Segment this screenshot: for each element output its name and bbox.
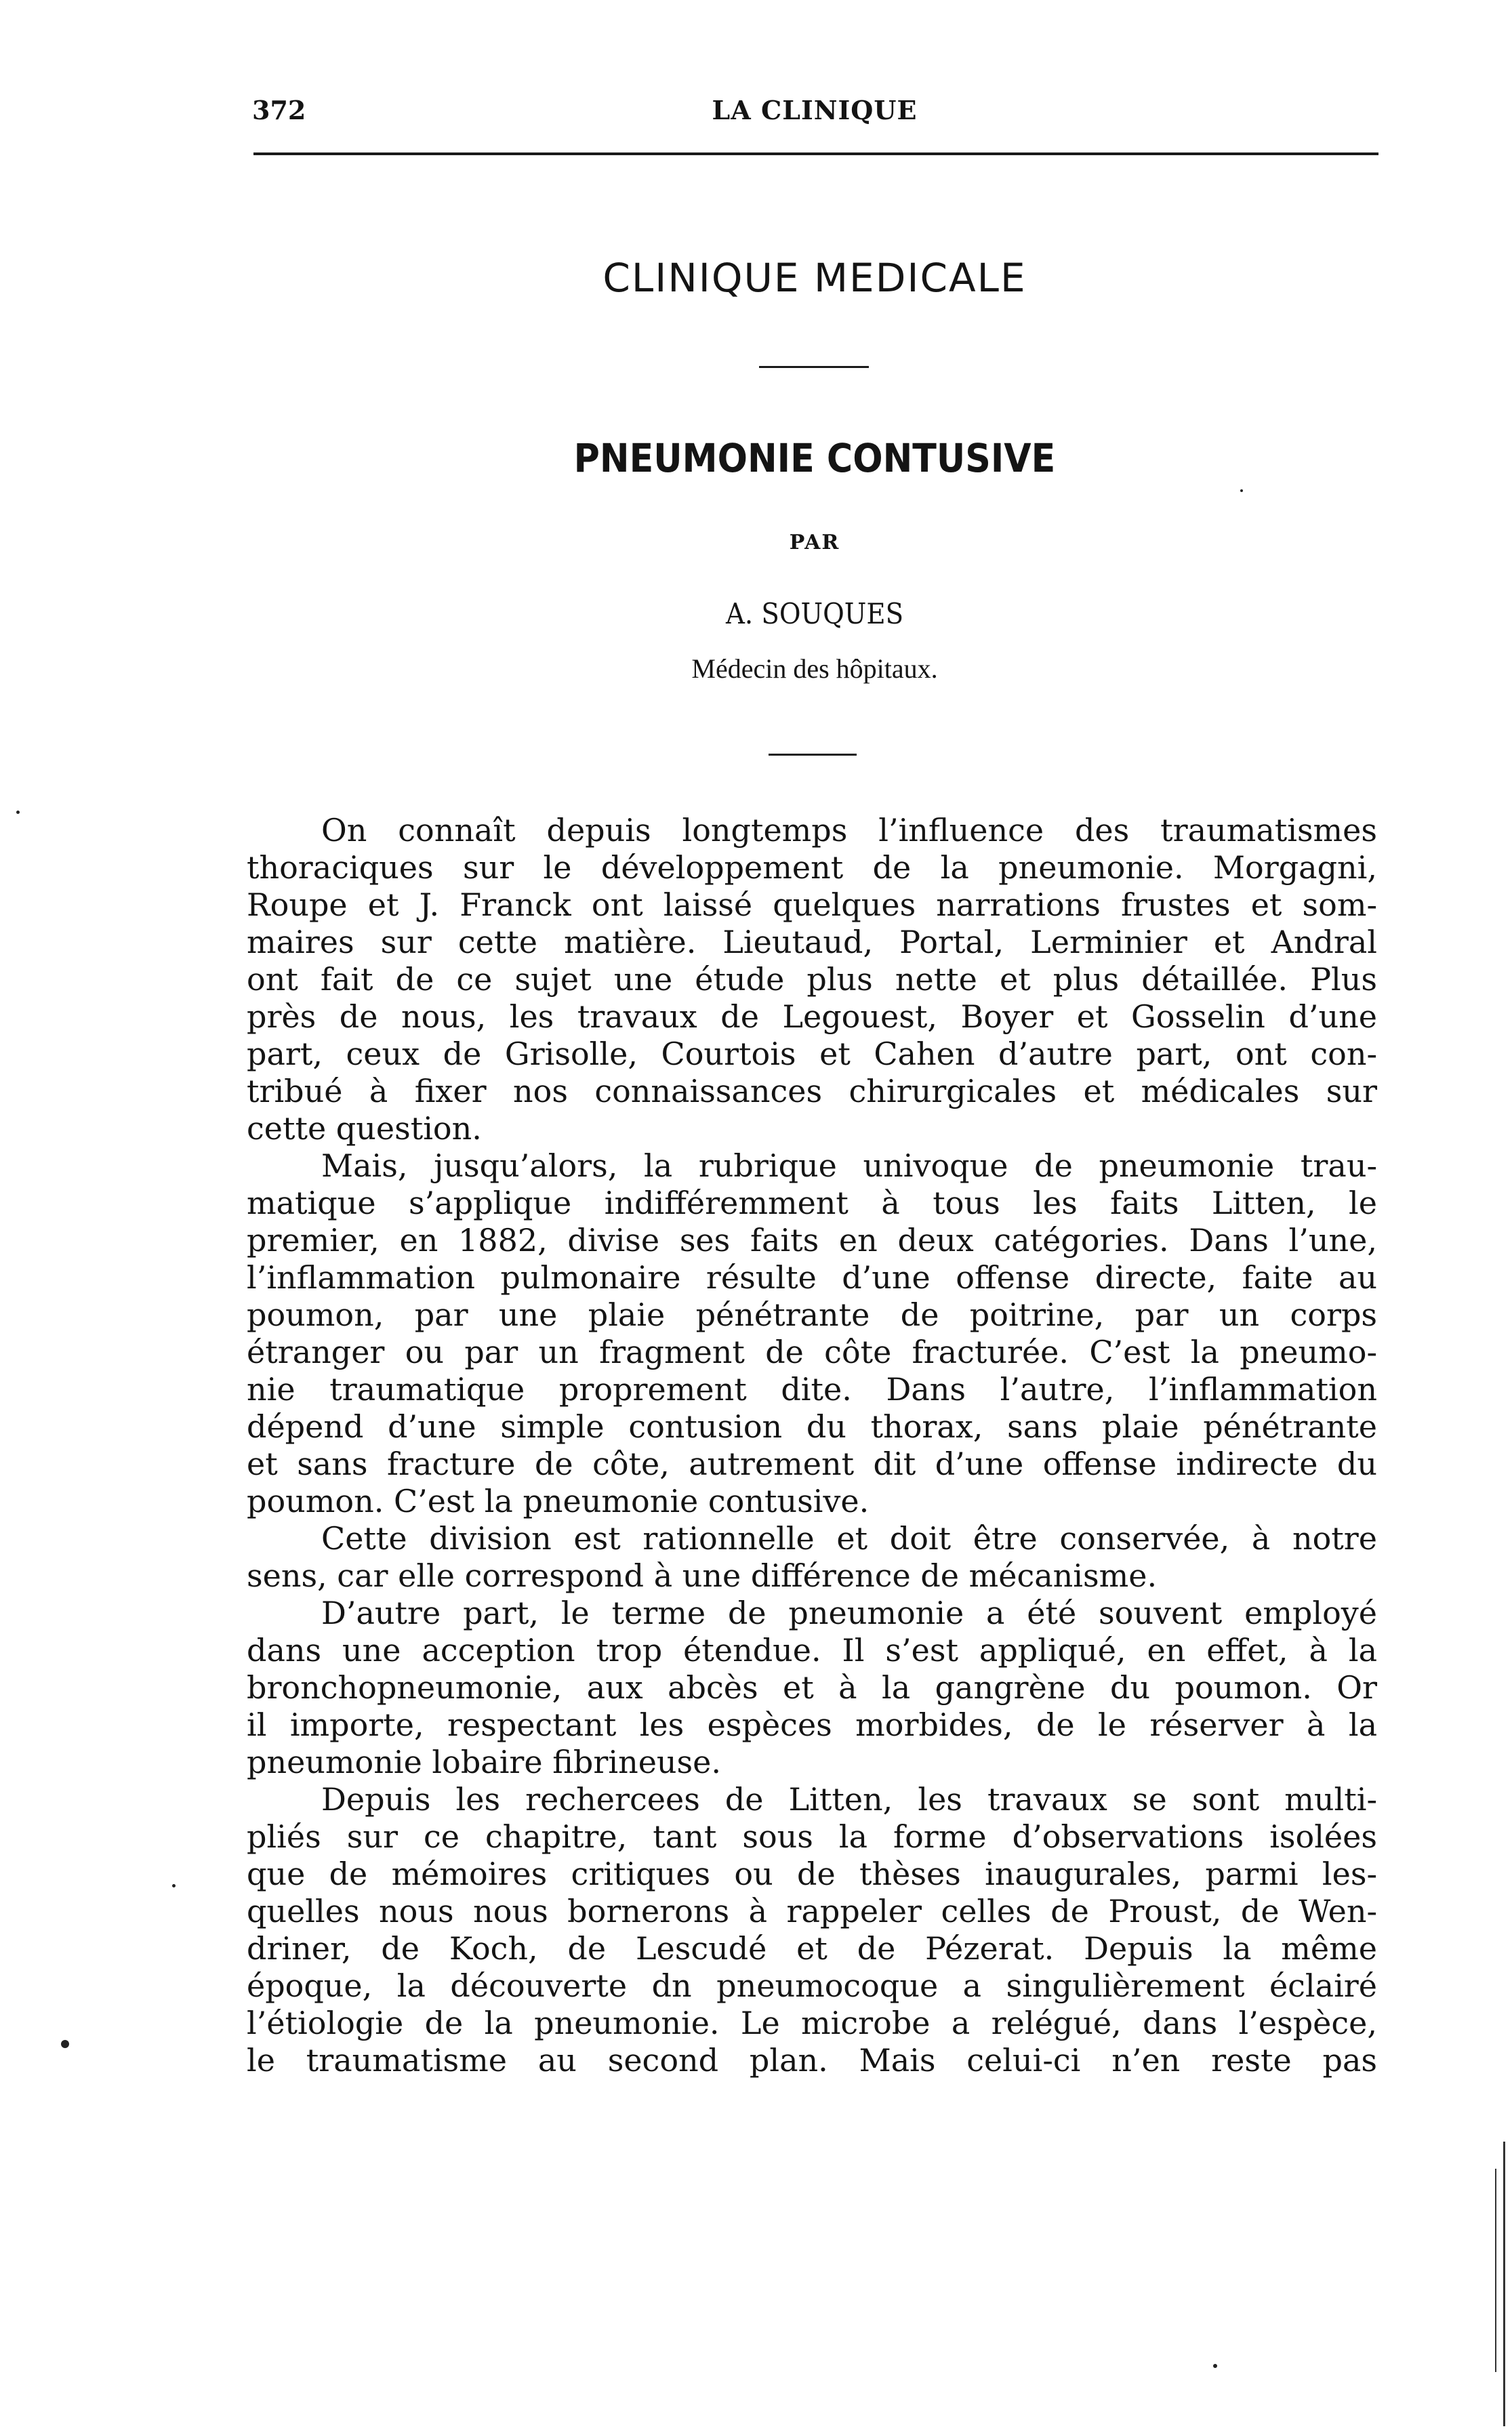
scan-speck [172, 1884, 176, 1887]
body-line: driner, de Koch, de Lescudé et de Pézerat. Depuis la même [247, 1930, 1377, 1967]
scan-edge-mark [1503, 2142, 1505, 2426]
body-line: Cette division est rationnelle et doit être conservée, à notre [321, 1520, 1377, 1557]
body-line: matique s’applique indifféremment à tous les faits Litten, le [247, 1185, 1377, 1221]
body-line: cette question. [247, 1110, 482, 1147]
body-line: il importe, respectant les espèces morbides, de le réserver à la [247, 1707, 1377, 1743]
body-line: poumon. C’est la pneumonie contusive. [247, 1483, 870, 1519]
author-affiliation: Médecin des hôpitaux. [691, 653, 938, 684]
body-line: dans une acception trop étendue. Il s’est appliqué, en effet, à la [247, 1632, 1377, 1669]
body-line: nie traumatique proprement dite. Dans l’autre, l’inflammation [247, 1371, 1377, 1408]
body-line: bronchopneumonie, aux abcès et à la gangrène du poumon. Or [247, 1669, 1377, 1706]
body-line: près de nous, les travaux de Legouest, Boyer et Gosselin d’une [247, 998, 1377, 1035]
title-divider [769, 754, 857, 756]
article-body [247, 812, 1377, 2079]
body-line: quelles nous nous bornerons à rappeler celles de Proust, de Wen- [247, 1893, 1377, 1929]
running-header [252, 87, 1377, 134]
byline: PAR [789, 531, 840, 554]
body-line: D’autre part, le terme de pneumonie a été souvent employé [321, 1595, 1377, 1631]
body-line: époque, la découverte dn pneumocoque a singulièrement éclairé [247, 1967, 1377, 2004]
body-line: ont fait de ce sujet une étude plus nette et plus détaillée. Plus [247, 961, 1377, 998]
body-line: premier, en 1882, divise ses faits en deux catégories. Dans l’une, [247, 1222, 1377, 1259]
body-line: l’étiologie de la pneumonie. Le microbe a relégué, dans l’espèce, [247, 2005, 1377, 2041]
article-title: PNEUMONIE CONTUSIVE [573, 435, 1056, 481]
body-line: maires sur cette matière. Lieutaud, Portal, Lerminier et Andral [247, 924, 1377, 960]
body-line: Mais, jusqu’alors, la rubrique univoque de pneumonie trau- [321, 1147, 1377, 1184]
body-line: dépend d’une simple contusion du thorax, sans plaie pénétrante [247, 1408, 1377, 1445]
scan-speck [1240, 489, 1243, 492]
body-line: part, ceux de Grisolle, Courtois et Cahen d’autre part, ont con- [247, 1036, 1377, 1072]
body-line: Roupe et J. Franck ont laissé quelques narrations frustes et som- [247, 886, 1377, 923]
author-name: A. SOUQUES [725, 597, 904, 630]
scan-edge-mark [1495, 2169, 1496, 2372]
scan-speck [1213, 2364, 1217, 2368]
body-line: sens, car elle correspond à une différence de mécanisme. [247, 1557, 1158, 1594]
section-title: CLINIQUE MEDICALE [602, 255, 1027, 301]
body-line: On connaît depuis longtemps l’influence des traumatismes [321, 812, 1377, 849]
body-line: le traumatisme au second plan. Mais celui-ci n’en reste pas [247, 2042, 1377, 2079]
body-line: pliés sur ce chapitre, tant sous la forme d’observations isolées [247, 1818, 1377, 1855]
body-line: l’inflammation pulmonaire résulte d’une offense directe, faite au [247, 1259, 1377, 1296]
body-line: tribué à fixer nos connaissances chirurgicales et médicales sur [247, 1073, 1377, 1109]
scan-speck [16, 811, 20, 814]
header-rule [253, 152, 1378, 155]
page-number: 372 [252, 95, 306, 125]
body-line: et sans fracture de côte, autrement dit d’une offense indirecte du [247, 1446, 1377, 1482]
journal-title: LA CLINIQUE [712, 95, 918, 125]
body-line: que de mémoires critiques ou de thèses inaugurales, parmi les- [247, 1856, 1377, 1892]
scan-speck [61, 2040, 69, 2048]
body-line: étranger ou par un fragment de côte fracturée. C’est la pneumo- [247, 1334, 1377, 1370]
body-line: pneumonie lobaire fibrineuse. [247, 1744, 721, 1780]
section-divider [759, 366, 869, 368]
body-line: poumon, par une plaie pénétrante de poitrine, par un corps [247, 1296, 1377, 1333]
body-line: thoraciques sur le développement de la pneumonie. Morgagni, [247, 849, 1377, 886]
body-line: Depuis les rechercees de Litten, les travaux se sont multi- [321, 1781, 1377, 1818]
